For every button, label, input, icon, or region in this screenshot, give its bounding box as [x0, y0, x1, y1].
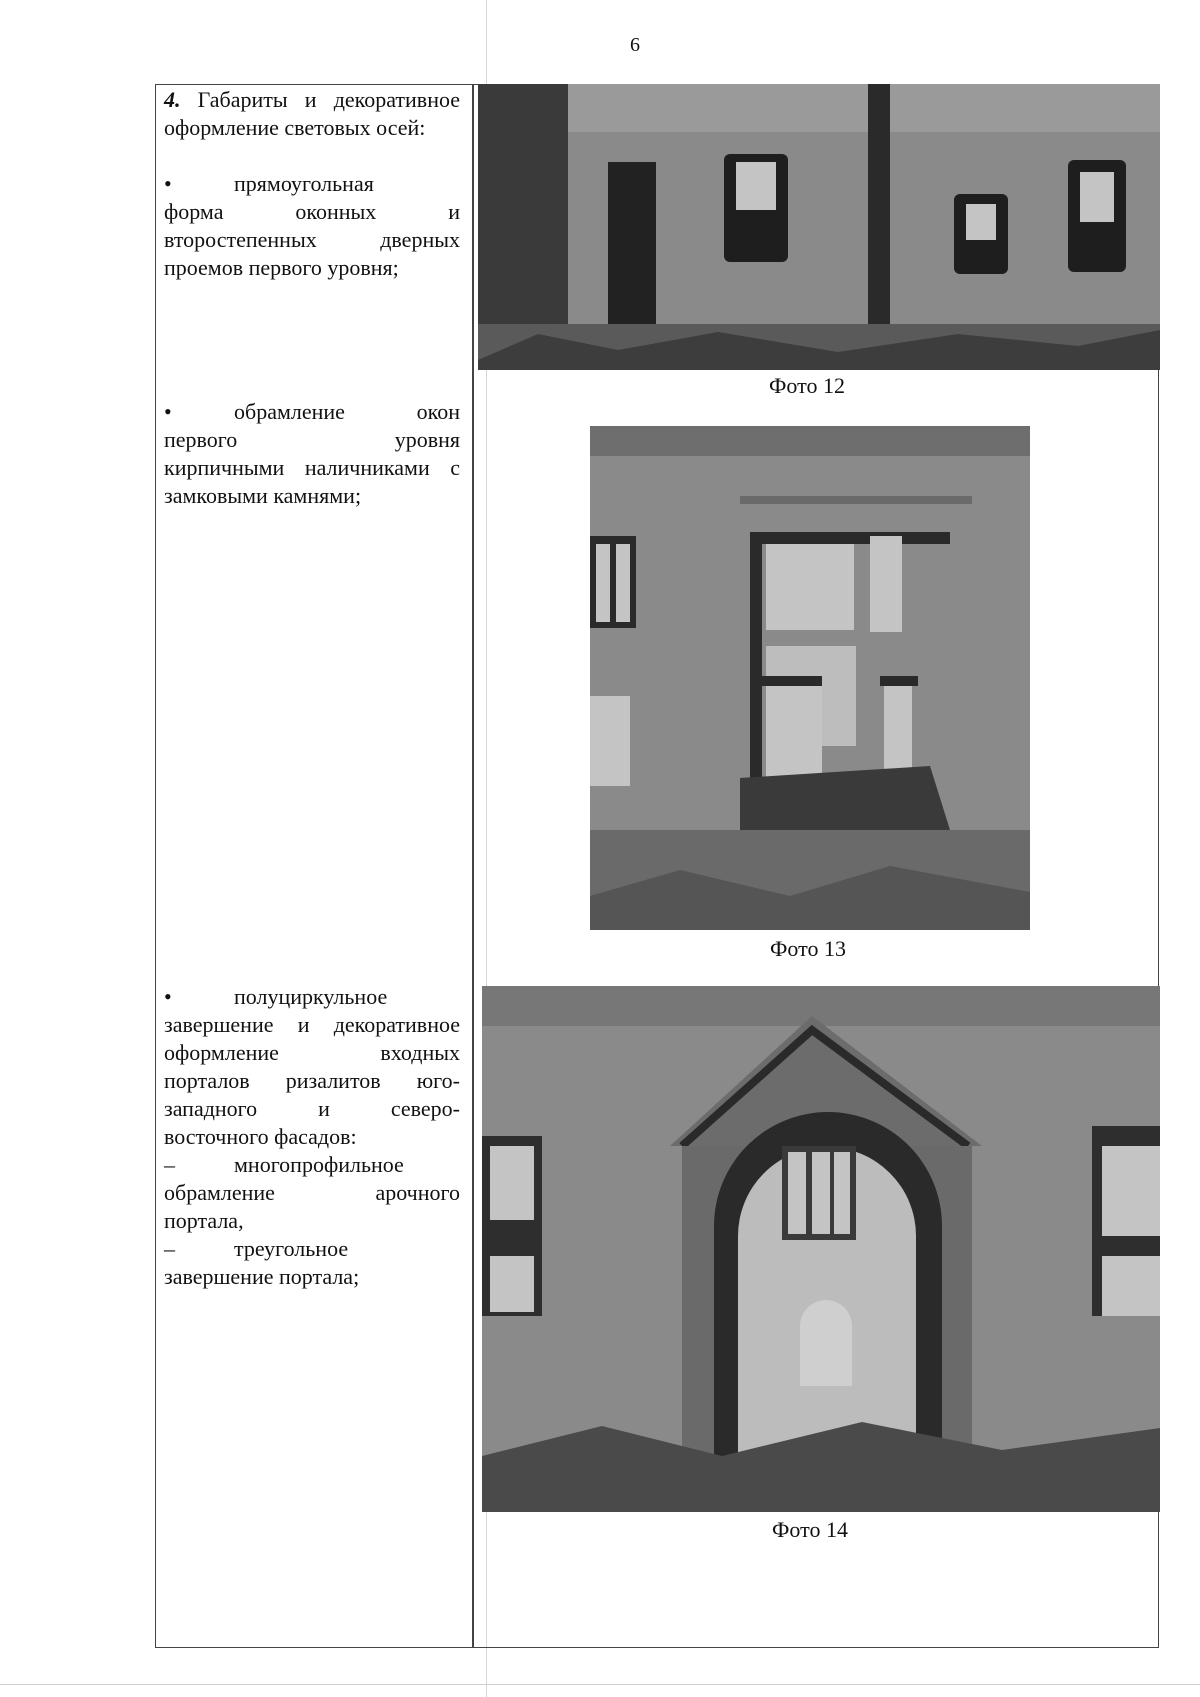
table-column-divider — [472, 84, 474, 1648]
page-number: 6 — [630, 34, 640, 56]
photo-14-caption: Фото 14 — [772, 1517, 848, 1542]
list-block-3: • полуциркульное завершение и декоративное оформление входных порталов ризалитов юго- западного и северо- восточного фасадов: – многопрофильное обрамление арочного портала, – треугольное завершение портала; — [164, 984, 460, 1289]
section-number: 4. — [164, 87, 181, 112]
photo-13 — [590, 426, 1030, 930]
section-title-text: Габариты и декоративное оформление световых осей: — [164, 87, 460, 140]
sub-list-item: – многопрофильное — [164, 1152, 404, 1177]
dash-icon: – — [164, 1236, 175, 1261]
section-title — [164, 86, 460, 142]
section-header-block: 4. Габариты и декоративное оформление световых осей: • прямоугольная форма оконных и второстепенных дверных проемов первого уровня; — [164, 87, 460, 280]
bullet-icon: • — [164, 171, 172, 196]
list-item: • прямоугольная — [164, 171, 374, 196]
photo-12 — [478, 84, 1160, 370]
scan-artifact-horizontal — [0, 1684, 1200, 1685]
dash-icon: – — [164, 1152, 175, 1177]
bullet-icon: • — [164, 399, 172, 424]
sub-list-item: – треугольное — [164, 1236, 349, 1261]
window-with-brick-surround-photo — [590, 426, 1030, 930]
building-facade-windows-photo — [478, 84, 1160, 370]
list-item: • обрамление окон — [164, 399, 460, 424]
bullet-icon: • — [164, 984, 172, 1009]
photo-12-caption: Фото 12 — [769, 373, 845, 398]
photo-13-caption: Фото 13 — [770, 936, 846, 961]
photo-14 — [482, 986, 1160, 1512]
list-item: • полуциркульное — [164, 984, 388, 1009]
arched-portal-photo — [482, 986, 1160, 1512]
list-block-2: • обрамление окон первого уровня кирпичными наличниками с замковыми камнями; — [164, 399, 460, 508]
